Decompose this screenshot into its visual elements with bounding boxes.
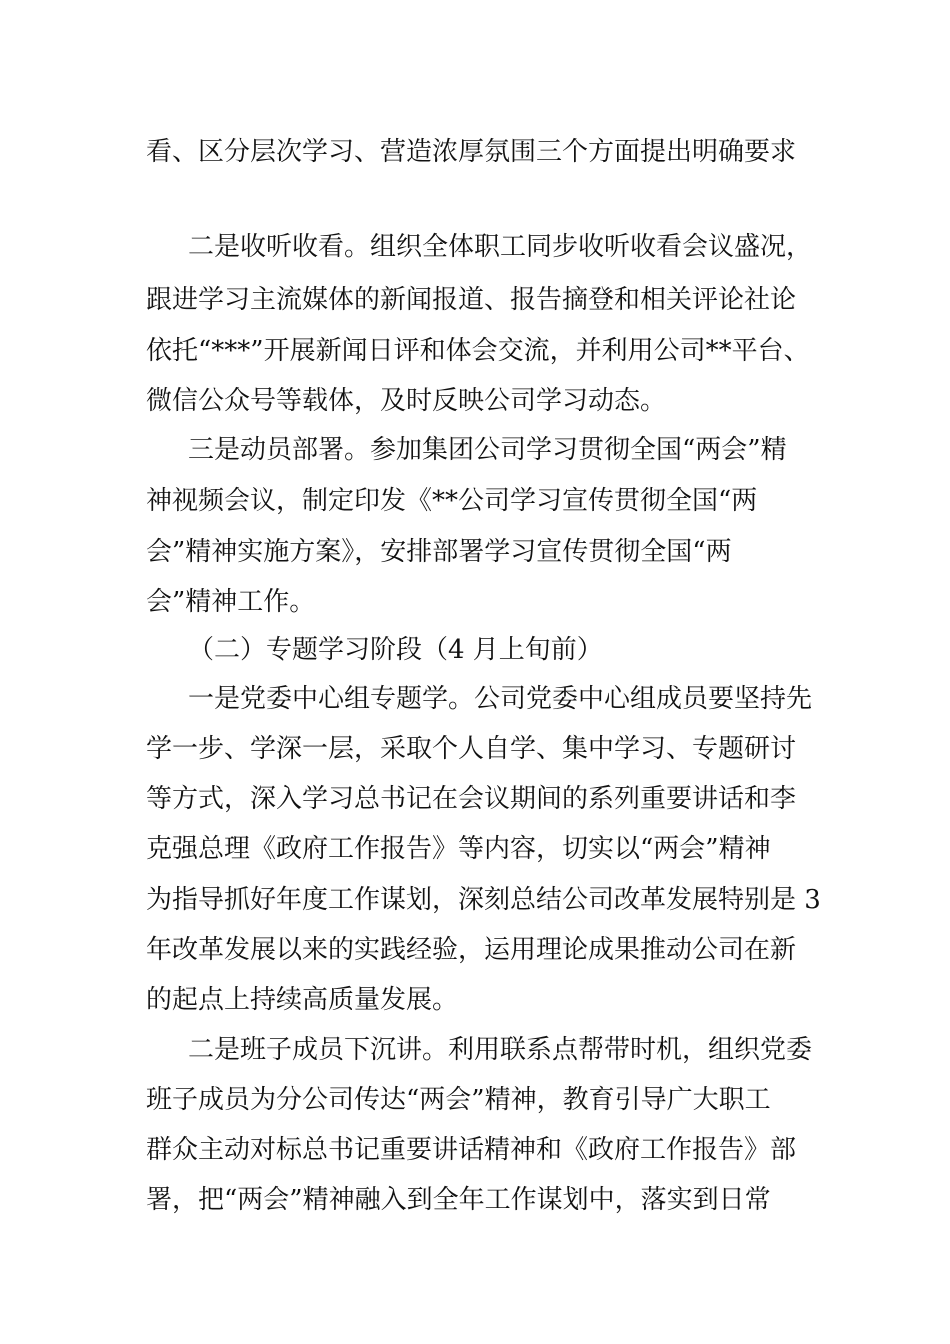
text-line: 群众主动对标总书记重要讲话精神和《政府工作报告》部: [146, 1135, 797, 1165]
text-line: 二是班子成员下沉讲。利用联系点帮带时机，组织党委: [188, 1035, 813, 1065]
text-line: 克强总理《政府工作报告》等内容，切实以“两会”精神: [146, 834, 771, 864]
text-line: 神视频会议，制定印发《**公司学习宣传贯彻全国“两: [146, 486, 758, 516]
text-line: 微信公众号等载体，及时反映公司学习动态。: [146, 386, 667, 416]
text-line: 二是收听收看。组织全体职工同步收听收看会议盛况，: [188, 232, 813, 262]
text-line: 为指导抓好年度工作谋划，深刻总结公司改革发展特别是 3: [146, 885, 821, 915]
text-line: 署，把“两会”精神融入到全年工作谋划中，落实到日常: [146, 1185, 771, 1215]
text-line: 班子成员为分公司传达“两会”精神，教育引导广大职工: [146, 1085, 771, 1115]
text-line: 学一步、学深一层，采取个人自学、集中学习、专题研讨: [146, 734, 797, 764]
text-line: 会”精神实施方案》，安排部署学习宣传贯彻全国“两: [146, 537, 732, 567]
text-line: 跟进学习主流媒体的新闻报道、报告摘登和相关评论社论: [146, 285, 797, 315]
text-line: 依托“***”开展新闻日评和体会交流，并利用公司**平台、: [146, 336, 810, 366]
text-line: 会”精神工作。: [146, 587, 316, 617]
section-heading: （二）专题学习阶段（4 月上旬前）: [188, 635, 603, 665]
text-line: 年改革发展以来的实践经验，运用理论成果推动公司在新: [146, 935, 797, 965]
text-line: 一是党委中心组专题学。公司党委中心组成员要坚持先: [188, 684, 813, 714]
text-line: 等方式，深入学习总书记在会议期间的系列重要讲话和李: [146, 784, 797, 814]
text-line: 的起点上持续高质量发展。: [146, 985, 459, 1015]
text-line: 三是动员部署。参加集团公司学习贯彻全国“两会”精: [188, 435, 787, 465]
text-line: 看、区分层次学习、营造浓厚氛围三个方面提出明确要求: [146, 137, 797, 167]
